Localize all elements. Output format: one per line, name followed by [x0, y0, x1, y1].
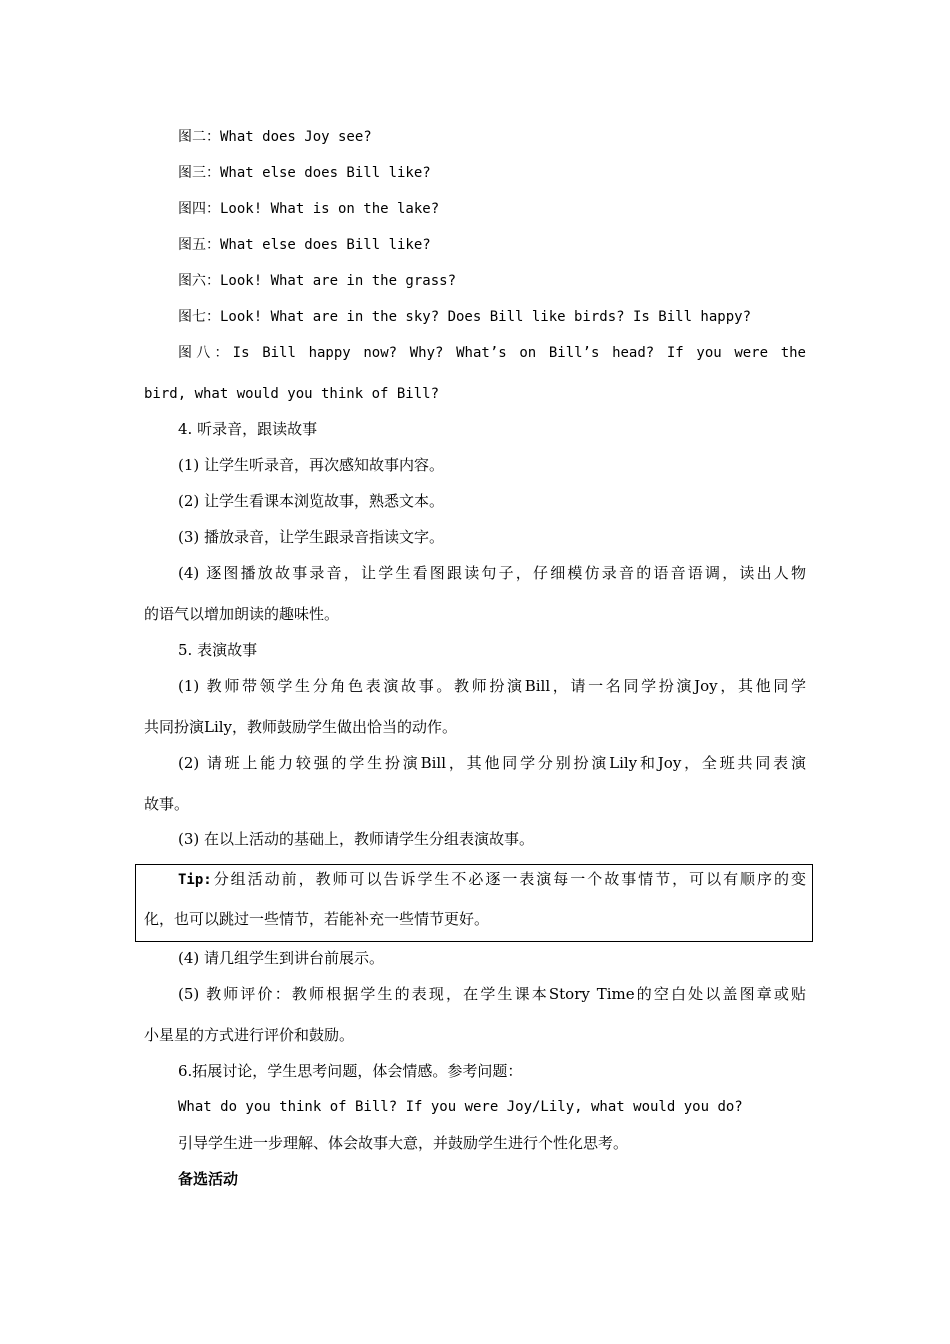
question-picture-7: 图七：Look! What are in the sky? Does Bill like birds? Is Bill happy?	[178, 309, 752, 325]
step5-item-5-continued: 小星星的方式进行评价和鼓励。	[144, 1026, 355, 1044]
step4-item-2: (2) 让学生看课本浏览故事，熟悉文本。	[178, 492, 445, 510]
step4-item-1: (1) 让学生听录音，再次感知故事内容。	[178, 456, 445, 474]
step5-item-1-continued: 共同扮演Lily，教师鼓励学生做出恰当的动作。	[144, 718, 458, 736]
question-picture-8-continued: bird, what would you think of Bill?	[144, 386, 440, 402]
step6-guide: 引导学生进一步理解、体会故事大意，并鼓励学生进行个性化思考。	[178, 1134, 629, 1152]
step4-item-3: (3) 播放录音，让学生跟录音指读文字。	[178, 528, 445, 546]
step5-item-4: (4) 请几组学生到讲台前展示。	[178, 949, 385, 967]
question-picture-3: 图三：What else does Bill like?	[178, 165, 431, 181]
step5-item-5: (5) 教师评价：教师根据学生的表现，在学生课本Story Time的空白处以盖图章或贴	[178, 985, 806, 1003]
tip-line-2: 化，也可以跳过一些情节，若能补充一些情节更好。	[144, 910, 490, 928]
step4-heading: 4. 听录音，跟读故事	[178, 420, 318, 438]
step5-heading: 5. 表演故事	[178, 641, 258, 659]
question-picture-4: 图四：Look! What is on the lake?	[178, 201, 440, 217]
step5-item-3: (3) 在以上活动的基础上，教师请学生分组表演故事。	[178, 830, 535, 848]
question-picture-6: 图六：Look! What are in the grass?	[178, 273, 457, 289]
step5-item-1: (1) 教师带领学生分角色表演故事。教师扮演Bill，请一名同学扮演Joy，其他同学	[178, 677, 806, 695]
question-picture-5: 图五：What else does Bill like?	[178, 237, 431, 253]
tip-line-1	[178, 869, 806, 890]
step5-item-2-continued: 故事。	[144, 795, 190, 813]
tip-text-1: 分组活动前，教师可以告诉学生不必逐一表演每一个故事情节，可以有顺序的变	[211, 870, 806, 888]
step4-item-4-continued: 的语气以增加朗读的趣味性。	[144, 605, 340, 623]
optional-activities-heading: 备选活动	[178, 1170, 239, 1188]
question-picture-8: 图八：Is Bill happy now? Why? What’s on Bill’s head? If you were the	[178, 345, 806, 361]
step6-heading: 6.拓展讨论，学生思考问题，体会情感。参考问题：	[178, 1062, 523, 1080]
step4-item-4: (4) 逐图播放故事录音，让学生看图跟读句子，仔细模仿录音的语音语调，读出人物	[178, 564, 806, 582]
question-picture-2: 图二：What does Joy see?	[178, 129, 372, 145]
tip-label: Tip:	[178, 872, 212, 888]
step5-item-2: (2) 请班上能力较强的学生扮演Bill，其他同学分别扮演Lily和Joy，全班共同表演	[178, 754, 806, 772]
step6-question: What do you think of Bill? If you were Joy/Lily, what would you do?	[178, 1099, 743, 1115]
